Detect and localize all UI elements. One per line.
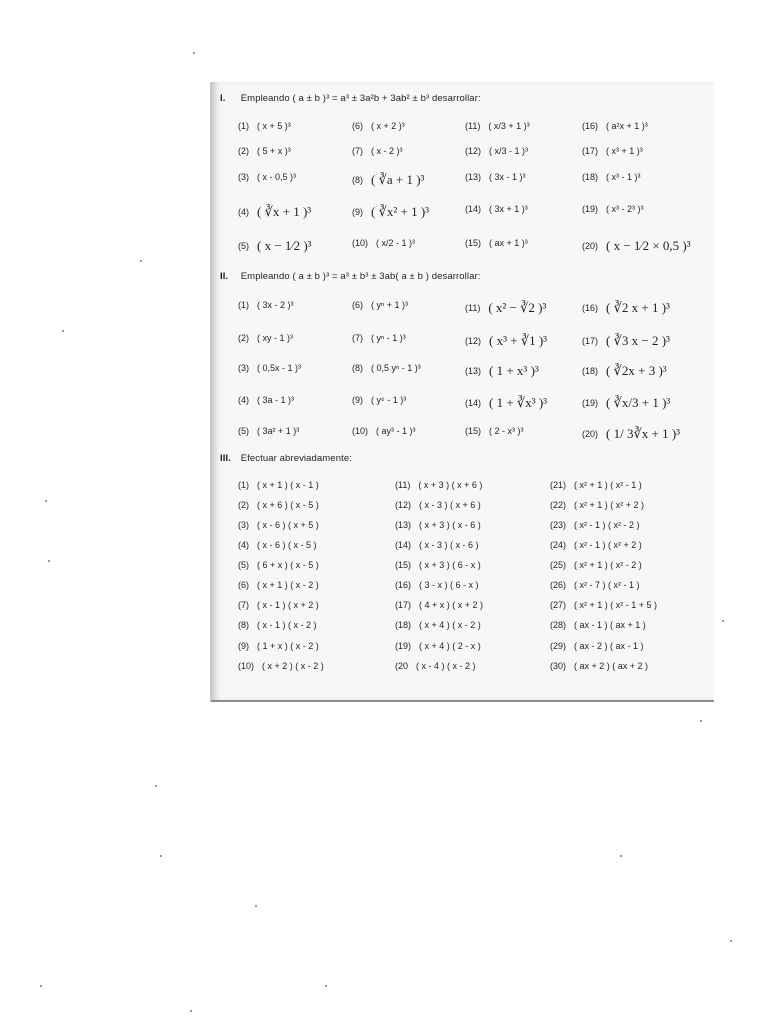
- exercise-number: (8): [352, 175, 363, 185]
- exercise-expression: ( x - 2 )³: [371, 146, 403, 156]
- section-number: I.: [220, 93, 226, 104]
- exercise-expression: ( x² + 1 ) ( x² - 1 + 5 ): [574, 600, 658, 610]
- exercise-item: [550, 661, 648, 671]
- exercise-item: [238, 395, 294, 405]
- exercise-number: (15): [395, 560, 412, 570]
- exercise-expression: ( x² + 1 ) ( x² + 2 ): [574, 500, 645, 510]
- exercise-number: (12): [465, 146, 482, 156]
- exercise-item: [582, 204, 644, 214]
- exercise-item: [238, 480, 319, 490]
- exercise-expression: ( ax - 1 ) ( ax + 1 ): [574, 620, 646, 630]
- exercise-number: (12): [395, 500, 412, 510]
- exercise-item: [352, 146, 403, 156]
- exercise-number: (11): [395, 480, 411, 490]
- scan-speck: [160, 855, 162, 857]
- exercise-item: [352, 333, 406, 343]
- exercise-expression: ( y⁶ - 1 )³: [371, 395, 407, 405]
- exercise-expression: ( x/3 + 1 )³: [488, 121, 530, 131]
- exercise-expression: ( x³ + 1 )³: [606, 146, 643, 156]
- exercise-number: (5): [238, 241, 249, 251]
- exercise-item: [550, 560, 642, 570]
- exercise-number: (10): [238, 661, 255, 671]
- exercise-item: [395, 540, 479, 550]
- exercise-item: [238, 333, 293, 343]
- scan-speck: [620, 855, 622, 857]
- exercise-item: [582, 300, 670, 316]
- exercise-item: [550, 600, 657, 610]
- exercise-expression: ( x + 4 ) ( x - 2 ): [419, 620, 481, 630]
- exercise-item: [395, 560, 481, 570]
- exercise-number: (16): [395, 580, 412, 590]
- exercise-item: [582, 146, 643, 156]
- scan-speck: [700, 720, 702, 722]
- exercise-number: (14): [465, 204, 482, 214]
- exercise-expression: ( ∛x/3 + 1 )³: [606, 395, 671, 410]
- exercise-number: (19): [582, 204, 599, 214]
- exercise-number: (22): [550, 500, 567, 510]
- exercise-number: (23): [550, 520, 567, 530]
- exercise-number: (12): [465, 336, 482, 346]
- exercise-expression: ( ∛3 x − 2 )³: [606, 333, 670, 348]
- exercise-expression: ( ∛a + 1 )³: [371, 172, 425, 187]
- exercise-expression: ( x² + 1 ) ( x² - 2 ): [574, 560, 642, 570]
- scan-speck: [48, 560, 50, 562]
- exercise-expression: ( 1 + ∛x³ )³: [489, 395, 548, 410]
- exercise-number: (11): [465, 303, 481, 313]
- section-heading-1: [220, 93, 481, 104]
- exercise-expression: ( ax + 2 ) ( ax + 2 ): [574, 661, 649, 671]
- exercise-number: (24): [550, 540, 567, 550]
- exercise-expression: ( x + 5 )³: [257, 121, 291, 131]
- exercise-item: [238, 580, 319, 590]
- exercise-item: [550, 540, 642, 550]
- exercise-expression: ( x/2 - 1 )³: [376, 238, 416, 248]
- exercise-expression: ( x + 1 ) ( x - 1 ): [257, 480, 319, 490]
- exercise-expression: ( x + 3 ) ( x + 6 ): [418, 480, 483, 490]
- exercise-item: [352, 363, 421, 373]
- exercise-number: (5): [238, 426, 249, 436]
- exercise-expression: ( x - 0,5 )³: [257, 172, 297, 182]
- exercise-number: (27): [550, 600, 567, 610]
- exercise-expression: ( x² − ∛2 )³: [488, 300, 547, 315]
- exercise-number: (17): [582, 336, 599, 346]
- scan-speck: [722, 620, 724, 622]
- exercise-item: [550, 480, 642, 490]
- exercise-expression: ( x² + 1 ) ( x² - 1 ): [574, 480, 642, 490]
- section-title: Empleando ( a ± b )³ = a³ ± b³ ± 3ab( a ± b ) desarrollar:: [240, 271, 481, 282]
- exercise-item: [550, 580, 640, 590]
- exercise-expression: ( xy - 1 )³: [257, 333, 293, 343]
- scan-speck: [45, 500, 47, 502]
- exercise-number: (3): [238, 363, 249, 373]
- exercise-expression: ( ∛2x + 3 )³: [606, 363, 667, 378]
- exercise-item: [238, 121, 291, 131]
- exercise-item: [238, 146, 291, 156]
- exercise-number: (8): [238, 620, 249, 630]
- exercise-item: [465, 426, 524, 436]
- exercise-number: (6): [352, 300, 363, 310]
- exercise-expression: ( x - 3 ) ( x + 6 ): [419, 500, 481, 510]
- exercise-expression: ( 0,5x - 1 )³: [257, 363, 302, 373]
- exercise-item: [352, 238, 415, 248]
- section-heading-2: [220, 271, 480, 282]
- section-number: II.: [220, 271, 229, 282]
- exercise-item: [238, 204, 311, 220]
- exercise-item: [465, 333, 547, 349]
- exercise-expression: ( ay³ - 1 )³: [376, 426, 416, 436]
- exercise-number: (9): [238, 641, 249, 651]
- exercise-expression: ( x² - 7 ) ( x² - 1 ): [574, 580, 640, 590]
- exercise-number: (19): [395, 641, 412, 651]
- exercise-number: (18): [582, 366, 599, 376]
- exercise-item: [550, 641, 644, 651]
- exercise-number: (3): [238, 520, 249, 530]
- section-heading-3: [220, 453, 352, 464]
- exercise-item: [238, 300, 294, 310]
- exercise-expression: ( x² - 1 ) ( x² + 2 ): [574, 540, 642, 550]
- exercise-expression: ( x² - 1 ) ( x² - 2 ): [574, 520, 640, 530]
- exercise-item: [465, 395, 547, 411]
- exercise-expression: ( x − 1⁄2 × 0,5 )³: [606, 238, 691, 253]
- exercise-number: (7): [352, 333, 363, 343]
- exercise-item: [465, 146, 528, 156]
- scan-speck: [730, 940, 732, 942]
- exercise-item: [352, 300, 408, 310]
- exercise-number: (1): [238, 121, 249, 131]
- exercise-expression: ( x + 1 ) ( x - 2 ): [257, 580, 319, 590]
- exercise-expression: ( a²x + 1 )³: [606, 121, 648, 131]
- exercise-expression: ( ∛2 x + 1 )³: [606, 300, 670, 315]
- exercise-expression: ( 1 + x ) ( x - 2 ): [257, 641, 319, 651]
- exercise-number: (14): [395, 540, 412, 550]
- exercise-expression: ( 1 + x³ )³: [489, 363, 539, 378]
- exercise-item: [395, 520, 481, 530]
- exercise-number: (13): [465, 366, 482, 376]
- exercise-item: [395, 600, 483, 610]
- exercise-item: [238, 172, 296, 182]
- exercise-number: (17): [395, 600, 412, 610]
- exercise-item: [395, 620, 481, 630]
- exercise-expression: ( ax + 1 )³: [489, 238, 528, 248]
- exercise-item: [238, 238, 312, 254]
- exercise-item: [352, 172, 424, 188]
- exercise-number: (10): [352, 238, 369, 248]
- exercise-number: (2): [238, 500, 249, 510]
- exercise-number: (20): [582, 241, 599, 251]
- exercise-number: (2): [238, 146, 249, 156]
- exercise-number: (1): [238, 480, 249, 490]
- exercise-expression: ( x - 4 ) ( x - 2 ): [416, 661, 476, 671]
- exercise-expression: ( x − 1⁄2 )³: [257, 238, 312, 253]
- exercise-item: [582, 395, 670, 411]
- exercise-number: (16): [582, 303, 599, 313]
- exercise-number: (15): [465, 426, 482, 436]
- exercise-item: [465, 300, 546, 316]
- exercise-expression: ( x - 1 ) ( x + 2 ): [257, 600, 319, 610]
- scan-speck: [155, 785, 157, 787]
- exercise-number: (18): [582, 172, 599, 182]
- exercise-number: (16): [582, 121, 599, 131]
- exercise-expression: ( 3x + 1 )³: [489, 204, 528, 214]
- section-title: Empleando ( a ± b )³ = a³ ± 3a²b + 3ab² ± b³ desarrollar:: [240, 93, 481, 104]
- scan-speck: [62, 330, 64, 332]
- exercise-item: [395, 580, 479, 590]
- exercise-number: (29): [550, 641, 567, 651]
- exercise-number: (20: [395, 661, 409, 671]
- exercise-item: [465, 172, 526, 182]
- exercise-expression: ( ∛x + 1 )³: [257, 204, 312, 219]
- exercise-expression: ( x + 6 ) ( x - 5 ): [257, 500, 319, 510]
- exercise-item: [395, 500, 481, 510]
- exercise-number: (9): [352, 207, 363, 217]
- exercise-number: (13): [465, 172, 482, 182]
- exercise-expression: ( 3x - 2 )³: [257, 300, 294, 310]
- scan-speck: [140, 260, 142, 262]
- exercise-expression: ( x - 6 ) ( x - 5 ): [257, 540, 317, 550]
- exercise-item: [238, 426, 299, 436]
- exercise-expression: ( x³ + ∛1 )³: [489, 333, 548, 348]
- exercise-item: [238, 641, 319, 651]
- exercise-expression: ( 2 - x³ )³: [489, 426, 524, 436]
- exercise-expression: ( 5 + x )³: [257, 146, 291, 156]
- exercise-expression: ( ax - 2 ) ( ax - 1 ): [574, 641, 644, 651]
- exercise-item: [352, 204, 429, 220]
- exercise-expression: ( 3a² + 1 )³: [257, 426, 300, 436]
- exercise-item: [395, 661, 476, 671]
- exercise-item: [238, 600, 319, 610]
- exercise-number: (21): [550, 480, 567, 490]
- exercise-number: (19): [582, 398, 599, 408]
- exercise-number: (6): [352, 121, 363, 131]
- exercise-expression: ( x³ - 1 )³: [606, 172, 641, 182]
- exercise-expression: ( x - 6 ) ( x + 5 ): [257, 520, 319, 530]
- exercise-item: [465, 121, 530, 131]
- exercise-number: (18): [395, 620, 412, 630]
- exercise-expression: ( ∛x² + 1 )³: [371, 204, 430, 219]
- exercise-number: (30): [550, 661, 567, 671]
- exercise-item: [582, 426, 680, 442]
- exercise-expression: ( yⁿ - 1 )³: [371, 333, 406, 343]
- section-title: Efectuar abreviadamente:: [240, 453, 352, 464]
- exercise-expression: ( 4 + x ) ( x + 2 ): [419, 600, 484, 610]
- exercise-item: [550, 500, 644, 510]
- exercise-number: (8): [352, 363, 363, 373]
- exercise-number: (1): [238, 300, 249, 310]
- exercise-number: (11): [465, 121, 481, 131]
- exercise-number: (14): [465, 398, 482, 408]
- exercise-item: [238, 500, 319, 510]
- exercise-expression: ( 6 + x ) ( x - 5 ): [257, 560, 319, 570]
- exercise-number: (5): [238, 560, 249, 570]
- exercise-item: [582, 363, 667, 379]
- exercise-expression: ( x + 3 ) ( 6 - x ): [419, 560, 481, 570]
- exercise-expression: ( x/3 - 1 )³: [489, 146, 529, 156]
- exercise-item: [352, 426, 416, 436]
- exercise-expression: ( x + 2 )³: [371, 121, 405, 131]
- exercise-expression: ( x + 4 ) ( 2 - x ): [419, 641, 481, 651]
- exercise-expression: ( x + 3 ) ( x - 6 ): [419, 520, 481, 530]
- exercise-item: [582, 238, 691, 254]
- exercise-item: [582, 172, 641, 182]
- section-number: III.: [220, 453, 231, 464]
- exercise-number: (2): [238, 333, 249, 343]
- exercise-number: (28): [550, 620, 567, 630]
- exercise-item: [238, 520, 319, 530]
- exercise-item: [550, 620, 646, 630]
- exercise-expression: ( 3a - 1 )³: [257, 395, 295, 405]
- exercise-expression: ( x - 1 ) ( x - 2 ): [257, 620, 317, 630]
- exercise-item: [395, 480, 482, 490]
- exercise-item: [352, 395, 406, 405]
- scan-speck: [190, 1010, 192, 1012]
- exercise-number: (26): [550, 580, 567, 590]
- exercise-expression: ( 0,5 yⁿ - 1 )³: [371, 363, 421, 373]
- exercise-number: (9): [352, 395, 363, 405]
- exercise-number: (6): [238, 580, 249, 590]
- exercise-number: (10): [352, 426, 369, 436]
- exercise-number: (4): [238, 540, 249, 550]
- exercise-item: [238, 560, 319, 570]
- exercise-item: [582, 121, 648, 131]
- exercise-item: [550, 520, 640, 530]
- exercise-number: (25): [550, 560, 567, 570]
- exercise-number: (4): [238, 207, 249, 217]
- exercise-item: [465, 238, 528, 248]
- exercise-number: (7): [238, 600, 249, 610]
- exercise-number: (7): [352, 146, 363, 156]
- exercise-number: (4): [238, 395, 249, 405]
- exercise-number: (3): [238, 172, 249, 182]
- exercise-item: [465, 363, 539, 379]
- exercise-item: [395, 641, 481, 651]
- exercise-item: [238, 363, 301, 373]
- exercise-number: (15): [465, 238, 482, 248]
- exercise-number: (17): [582, 146, 599, 156]
- exercise-expression: ( yⁿ + 1 )³: [371, 300, 409, 310]
- exercise-number: (20): [582, 429, 599, 439]
- scan-speck: [193, 52, 195, 54]
- exercise-expression: ( 1/ 3∛x + 1 )³: [606, 426, 681, 441]
- exercise-item: [352, 121, 405, 131]
- scan-speck: [325, 985, 327, 987]
- scan-speck: [255, 905, 257, 907]
- exercise-expression: ( x + 2 ) ( x - 2 ): [262, 661, 324, 671]
- exercise-expression: ( 3x - 1 )³: [489, 172, 526, 182]
- exercise-item: [238, 661, 324, 671]
- exercise-expression: ( x³ - 2³ )³: [606, 204, 644, 214]
- exercise-item: [238, 540, 317, 550]
- exercise-number: (13): [395, 520, 412, 530]
- scan-speck: [40, 985, 42, 987]
- exercise-item: [465, 204, 528, 214]
- exercise-item: [238, 620, 317, 630]
- exercise-expression: ( x - 3 ) ( x - 6 ): [419, 540, 479, 550]
- exercise-item: [582, 333, 670, 349]
- exercise-expression: ( 3 - x ) ( 6 - x ): [419, 580, 479, 590]
